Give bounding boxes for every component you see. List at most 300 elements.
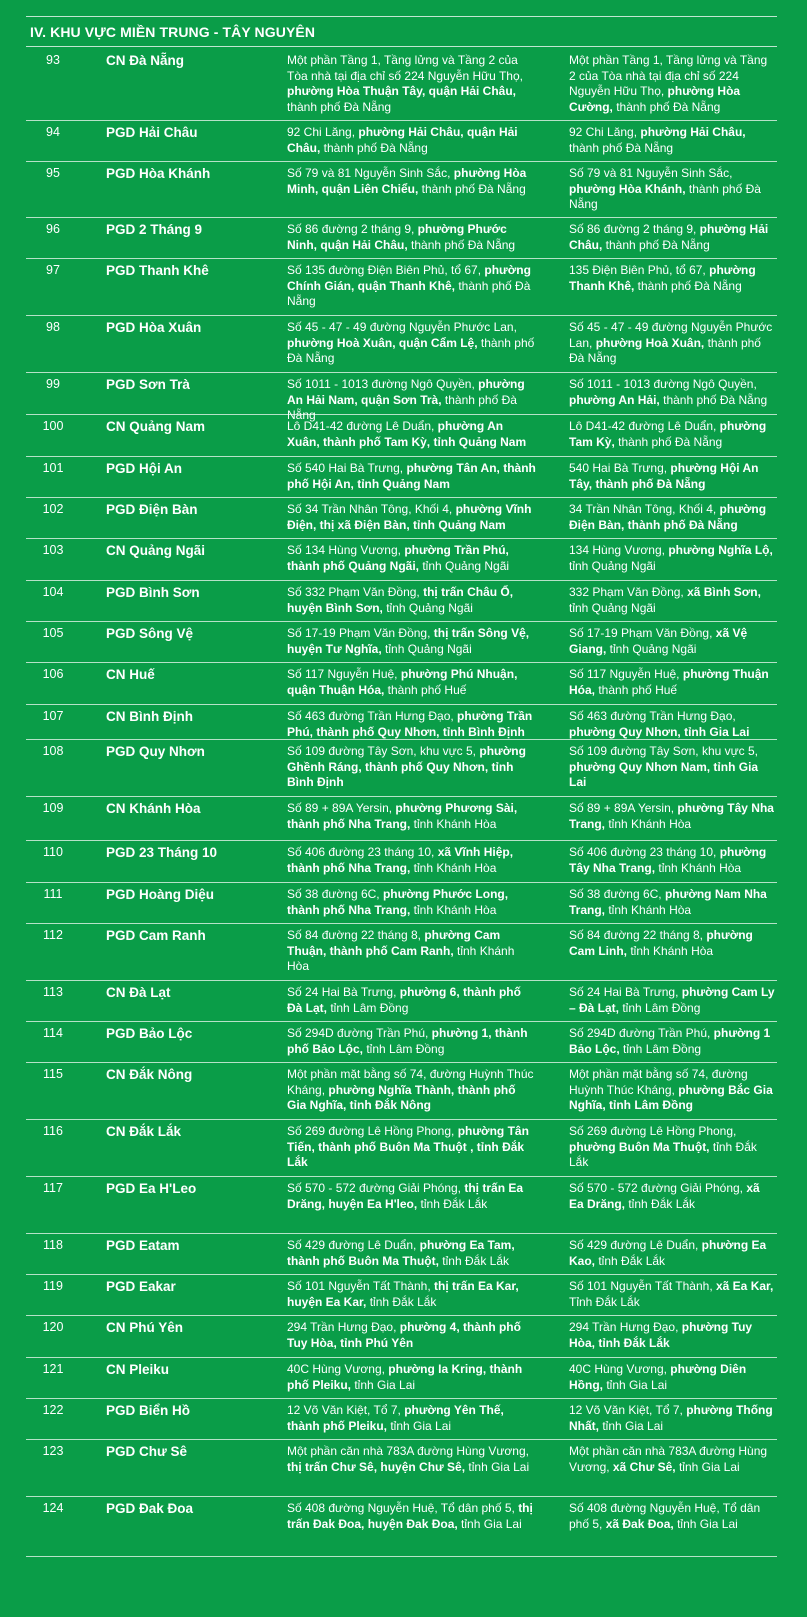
new-address <box>545 981 777 1021</box>
section-title: IV. KHU VỰC MIỀN TRUNG - TÂY NGUYÊN <box>30 24 316 40</box>
new-address <box>545 1063 777 1119</box>
row-number: 117 <box>43 1181 63 1195</box>
table-row <box>26 797 777 841</box>
new-address <box>545 663 777 704</box>
branch-name: PGD Cam Ranh <box>106 928 206 943</box>
row-number: 99 <box>46 377 60 391</box>
address-segment: Số 109 đường Tây Sơn, khu vực 5, <box>287 744 480 758</box>
address-segment: Số 570 - 572 đường Giải Phóng, <box>287 1181 465 1195</box>
new-address <box>545 1497 777 1556</box>
old-address <box>263 162 545 217</box>
address-segment: Số 269 đường Lê Hồng Phong, <box>287 1124 458 1138</box>
address-segment: thị trấn Ea Drăng, huyện Ea H'leo, <box>287 1181 524 1211</box>
address-segment: Số 269 đường Lê Hồng Phong, <box>569 1124 737 1138</box>
new-address <box>545 457 777 497</box>
address-segment: 135 Điện Biên Phủ, tổ 67, <box>569 263 710 277</box>
row-number: 115 <box>43 1067 63 1081</box>
address-segment: phường Ea Kao, <box>569 1238 767 1268</box>
old-address <box>263 1120 545 1176</box>
address-segment: phường Tây Nha Trang, <box>569 801 774 831</box>
address-segment: thành phố Đà Nẵng <box>407 237 516 252</box>
address-segment: Số 134 Hùng Vương, <box>287 543 405 557</box>
row-number: 109 <box>42 801 64 815</box>
table-row <box>26 581 777 622</box>
address-segment: thị trấn Sông Vệ, huyện Tư Nghĩa, <box>287 626 530 656</box>
old-address <box>263 883 545 923</box>
table-row <box>26 1275 777 1316</box>
table-row <box>26 218 777 259</box>
new-address <box>545 740 777 796</box>
row-number: 106 <box>42 667 64 681</box>
row-number: 108 <box>42 744 64 758</box>
address-segment: phường Hải Châu, <box>640 125 746 139</box>
address-segment: Số 570 - 572 đường Giải Phóng, <box>569 1181 747 1195</box>
address-segment: Số 429 đường Lê Duẩn, <box>287 1238 420 1252</box>
address-segment: phường An Hải Nam, quận Sơn Trà, <box>287 377 525 407</box>
new-address <box>545 924 777 980</box>
old-address <box>263 1399 545 1439</box>
branch-name: CN Phú Yên <box>106 1320 184 1335</box>
branch-name: CN Pleiku <box>106 1362 170 1377</box>
address-segment: phường An Hải, <box>569 392 660 407</box>
address-segment: 12 Võ Văn Kiệt, Tổ 7, <box>569 1403 687 1417</box>
new-address <box>545 498 777 538</box>
row-number: 104 <box>42 585 64 599</box>
address-segment: 12 Võ Văn Kiệt, Tổ 7, <box>287 1403 405 1417</box>
table-row <box>26 498 777 539</box>
new-address <box>545 841 777 882</box>
branch-name: PGD Đak Đoa <box>106 1501 194 1516</box>
address-segment: thành phố Huế <box>595 682 678 697</box>
branch-name: CN Đắk Lắk <box>106 1124 182 1139</box>
address-segment: Số 408 đường Nguyễn Huệ, Tổ dân phố 5, <box>569 1501 761 1531</box>
address-segment: tỉnh Quảng Ngãi <box>419 558 510 573</box>
old-address <box>263 622 545 662</box>
branch-name: PGD Hòa Xuân <box>106 320 202 335</box>
address-segment: tỉnh Đắk Lắk <box>569 1139 757 1169</box>
row-number: 124 <box>42 1501 64 1515</box>
address-segment: Số 463 đường Trần Hưng Đạo, <box>287 709 458 723</box>
address-segment: thành phố Đà Nẵng <box>287 335 535 365</box>
address-segment: thành phố Đà Nẵng <box>418 181 526 196</box>
address-segment: xã Ea Kar, <box>716 1279 774 1293</box>
address-segment: thành phố Đà Nẵng <box>612 99 721 114</box>
old-address <box>263 49 545 120</box>
address-segment: Số 406 đường 23 tháng 10, <box>287 845 438 859</box>
address-segment: Số 38 đường 6C, <box>287 887 383 901</box>
row-number: 120 <box>42 1320 64 1334</box>
address-segment: phường Vĩnh Điện, thị xã Điện Bàn, tỉnh Quảng Nam <box>287 502 532 532</box>
address-segment: phường Cam Linh, <box>569 928 753 958</box>
table-row <box>26 740 777 797</box>
table-row <box>26 259 777 316</box>
address-segment: phường Ghềnh Ráng, thành phố Quy Nhơn, tỉnh Bình Định <box>287 744 526 789</box>
row-number: 102 <box>42 502 64 516</box>
row-number: 98 <box>46 320 60 334</box>
address-segment: phường Hòa Khánh, <box>569 181 686 196</box>
branch-name: CN Quảng Nam <box>106 419 206 434</box>
address-segment: 332 Phạm Văn Đồng, <box>569 585 688 599</box>
old-address <box>263 539 545 580</box>
address-segment: tỉnh Gia Lai <box>457 1516 522 1531</box>
new-address <box>545 1234 777 1274</box>
address-segment: tỉnh Đắk Lắk <box>595 1253 666 1268</box>
address-segment: thị trấn Đak Đoa, huyện Đak Đoa, <box>287 1501 533 1531</box>
row-number: 118 <box>43 1238 63 1252</box>
table-row <box>26 622 777 663</box>
address-segment: Một phần căn nhà 783A đường Hùng Vương, <box>287 1444 529 1458</box>
address-segment: Số 294D đường Trần Phú, <box>569 1026 714 1040</box>
address-segment: Số 24 Hai Bà Trưng, <box>569 985 682 999</box>
address-segment: phường 1, thành phố Bảo Lộc, <box>287 1026 528 1056</box>
address-segment: tỉnh Lâm Đồng <box>363 1041 445 1056</box>
old-address <box>263 1275 545 1315</box>
old-address <box>263 1063 545 1119</box>
old-address <box>263 1177 545 1233</box>
address-segment: Số 79 và 81 Nguyễn Sinh Sắc, <box>287 166 454 180</box>
branch-name: PGD Điện Bàn <box>106 502 198 517</box>
address-segment: xã Đak Đoa, <box>605 1516 674 1531</box>
address-segment: phường Chính Gián, quận Thanh Khê, <box>287 263 531 293</box>
table-row <box>26 883 777 924</box>
address-segment: tỉnh Gia Lai <box>599 1418 664 1433</box>
address-segment: Số 86 đường 2 tháng 9, <box>569 222 700 236</box>
address-segment: thành phố Đà Nẵng <box>614 434 723 449</box>
old-address <box>263 259 545 315</box>
old-address <box>263 415 545 456</box>
address-segment: phường Trần Phú, thành phố Quy Nhơn, tỉnh Bình Định <box>287 709 533 739</box>
row-number: 119 <box>43 1279 63 1293</box>
old-address <box>263 581 545 621</box>
address-segment: tỉnh Quảng Ngãi <box>381 641 472 656</box>
address-segment: Số 45 - 47 - 49 đường Nguyễn Phước Lan, <box>569 320 773 350</box>
old-address <box>263 797 545 840</box>
address-segment: tỉnh Đắk Lắk <box>366 1294 437 1309</box>
address-segment: Số 463 đường Trần Hưng Đạo, <box>569 709 736 723</box>
branch-name: PGD Chư Sê <box>106 1444 188 1459</box>
address-segment: Một phần mặt bằng số 74, đường Huỳnh Thúc Kháng, <box>287 1067 534 1097</box>
table-row <box>26 415 777 457</box>
table-row <box>26 373 777 422</box>
address-segment: phường Buôn Ma Thuột, <box>569 1139 710 1154</box>
address-segment: Số 17-19 Phạm Văn Đồng, <box>569 626 716 640</box>
branch-name: CN Đắk Nông <box>106 1067 193 1082</box>
address-segment: 92 Chi Lăng, <box>569 125 641 139</box>
address-segment: thị trấn Chư Sê, huyện Chư Sê, <box>287 1459 466 1474</box>
address-segment: phường Hòa Cường, <box>569 84 741 114</box>
address-segment: phường Ia Kring, thành phố Pleiku, <box>287 1362 523 1392</box>
address-segment: Số 332 Phạm Văn Đồng, <box>287 585 424 599</box>
address-segment: phường Phước Ninh, quận Hải Châu, <box>287 222 507 252</box>
address-segment: phường Tân An, thành phố Hội An, tỉnh Quảng Nam <box>287 461 536 491</box>
address-segment: Số 540 Hai Bà Trưng, <box>287 461 407 475</box>
row-number: 116 <box>43 1124 63 1138</box>
old-address <box>263 924 545 980</box>
old-address <box>263 740 545 796</box>
branch-name: PGD Thanh Khê <box>106 263 209 278</box>
table-row <box>26 1177 777 1234</box>
address-segment: Số 406 đường 23 tháng 10, <box>569 845 720 859</box>
table-row <box>26 663 777 705</box>
address-segment: thành phố Đà Nẵng <box>287 392 517 422</box>
address-segment: thành phố Đà Nẵng <box>659 392 768 407</box>
address-segment: phường Cam Ly – Đà Lạt, <box>569 985 775 1015</box>
table-row <box>26 981 777 1022</box>
old-address <box>263 1440 545 1496</box>
address-segment: thành phố Đà Nẵng <box>602 237 710 252</box>
row-number: 122 <box>42 1403 64 1417</box>
address-segment: tỉnh Đắk Lắk <box>417 1196 488 1211</box>
address-segment: phường Thuận Hóa, <box>569 667 769 697</box>
address-segment: thị trấn Châu Ổ, huyện Bình Sơn, <box>287 585 514 615</box>
branch-name: PGD 2 Tháng 9 <box>106 222 203 237</box>
address-segment: thành phố Đà Nẵng <box>634 278 742 293</box>
address-segment: phường An Xuân, thành phố Tam Kỳ, tỉnh Quảng Nam <box>287 419 527 449</box>
branch-name: PGD Bình Sơn <box>106 585 200 600</box>
address-segment: tỉnh Khánh Hòa <box>410 902 497 917</box>
address-segment: tỉnh Quảng Ngãi <box>382 600 473 615</box>
address-segment: tỉnh Quảng Ngãi <box>606 641 697 656</box>
address-segment: Số 84 đường 22 tháng 8, <box>569 928 707 942</box>
address-segment: phường Điện Bàn, thành phố Đà Nẵng <box>569 502 767 532</box>
address-segment: Một phần Tầng 1, Tầng lửng và Tầng 2 của Tòa nhà tại địa chỉ số 224 Nguyễn Hữu Thọ, <box>569 53 768 98</box>
old-address <box>263 498 545 538</box>
address-segment: phường Nghĩa Lộ, <box>668 543 773 557</box>
address-segment: phường Trần Phú, thành phố Quảng Ngãi, <box>287 543 509 573</box>
branch-name: CN Đà Nẵng <box>106 53 185 68</box>
new-address <box>545 218 777 258</box>
address-segment: tỉnh Lâm Đồng <box>619 1000 701 1015</box>
old-address <box>263 981 545 1021</box>
table-row <box>26 121 777 162</box>
address-segment: xã Vệ Giang, <box>569 626 748 656</box>
table-row <box>26 316 777 373</box>
table-row <box>26 1440 777 1497</box>
row-number: 94 <box>46 125 60 139</box>
old-address <box>263 1234 545 1274</box>
address-segment: phường Bắc Gia Nghĩa, tỉnh Lâm Đồng <box>569 1082 773 1112</box>
old-address <box>263 705 545 740</box>
old-address <box>263 121 545 161</box>
address-segment: phường Quy Nhơn Nam, tỉnh Gia Lai <box>569 759 759 789</box>
address-segment: Số 109 đường Tây Sơn, khu vực 5, <box>569 744 759 758</box>
new-address <box>545 1399 777 1439</box>
old-address <box>263 1316 545 1357</box>
address-segment: tỉnh Gia Lai <box>465 1459 530 1474</box>
address-segment: phường Phú Nhuận, quận Thuận Hóa, <box>287 667 518 697</box>
address-segment: phường Hòa Thuận Tây, quận Hải Châu, <box>287 84 517 98</box>
row-number: 101 <box>42 461 64 475</box>
address-segment: tỉnh Gia Lai <box>673 1516 738 1531</box>
row-number: 113 <box>43 985 63 999</box>
address-segment: tỉnh Quảng Ngãi <box>569 558 656 573</box>
address-segment: Số 117 Nguyễn Huệ, <box>569 667 683 681</box>
new-address <box>545 259 777 315</box>
address-segment: phường 6, thành phố Đà Lạt, <box>287 985 521 1015</box>
new-address <box>545 1022 777 1062</box>
table-row <box>26 1358 777 1399</box>
address-segment: phường Thống Nhất, <box>569 1403 773 1433</box>
table-row <box>26 1497 777 1557</box>
address-segment: Số 101 Nguyễn Tất Thành, <box>569 1279 716 1293</box>
row-number: 105 <box>42 626 64 640</box>
row-number: 112 <box>43 928 63 942</box>
row-number: 103 <box>42 543 64 557</box>
address-segment: 294 Trần Hưng Đạo, <box>569 1320 682 1334</box>
address-segment: phường Thanh Khê, <box>569 263 756 293</box>
address-segment: Số 408 đường Nguyễn Huệ, Tổ dân phố 5, <box>287 1501 519 1515</box>
address-segment: Lô D41-42 đường Lê Duẩn, <box>287 419 438 433</box>
address-segment: phường 1 Bảo Lộc, <box>569 1026 771 1056</box>
table-row <box>26 1063 777 1120</box>
address-segment: phường Nghĩa Thành, thành phố Gia Nghĩa, tỉnh Đắk Nông <box>287 1082 516 1112</box>
address-segment: Số 79 và 81 Nguyễn Sinh Sắc, <box>569 166 733 180</box>
address-segment: Số 84 đường 22 tháng 8, <box>287 928 425 942</box>
address-segment: phường Tân Tiến, thành phố Buôn Ma Thuột , tỉnh Đắk Lắk <box>287 1124 529 1169</box>
new-address <box>545 162 777 217</box>
branch-name: PGD Bảo Lộc <box>106 1026 193 1041</box>
address-segment: thành phố Đà Nẵng <box>569 140 674 155</box>
address-segment: tỉnh Khánh Hòa <box>655 860 742 875</box>
address-segment: tỉnh Quảng Ngãi <box>569 600 656 615</box>
new-address <box>545 797 777 840</box>
address-segment: thành phố Đà Nẵng <box>320 140 428 155</box>
address-segment: Lô D41-42 đường Lê Duẩn, <box>569 419 720 433</box>
new-address <box>545 622 777 662</box>
table-row <box>26 705 777 740</box>
table-row <box>26 1234 777 1275</box>
address-segment: Số 45 - 47 - 49 đường Nguyễn Phước Lan, <box>287 320 517 334</box>
old-address <box>263 218 545 258</box>
table-row <box>26 1399 777 1440</box>
address-segment: thành phố Đà Nẵng <box>569 181 761 211</box>
branch-name: PGD Eakar <box>106 1279 176 1294</box>
address-segment: phường Hòa Minh, quận Liên Chiểu, <box>287 166 527 196</box>
address-segment: Số 1011 - 1013 đường Ngô Quyền, <box>287 377 479 391</box>
address-segment: 540 Hai Bà Trưng, <box>569 461 671 475</box>
address-segment: phường Hải Châu, <box>569 222 769 252</box>
new-address <box>545 581 777 621</box>
address-segment: phường Tuy Hòa, tỉnh Đắk Lắk <box>569 1320 753 1350</box>
address-segment: tỉnh Đắk Lắk <box>625 1196 696 1211</box>
address-segment: tỉnh Khánh Hòa <box>287 943 515 973</box>
new-address <box>545 883 777 923</box>
address-segment: xã Vĩnh Hiệp, thành phố Nha Trang, <box>287 845 514 875</box>
row-number: 110 <box>43 845 63 859</box>
branch-name: PGD 23 Tháng 10 <box>106 845 218 860</box>
address-segment: Số 24 Hai Bà Trưng, <box>287 985 400 999</box>
top-divider <box>26 16 777 17</box>
row-number: 111 <box>43 887 63 901</box>
address-segment: phường Hội An Tây, thành phố Đà Nẵng <box>569 461 759 491</box>
address-segment: thành phố Đà Nẵng <box>569 335 761 365</box>
address-segment: tỉnh Gia Lai <box>387 1418 452 1433</box>
branch-name: PGD Hoàng Diệu <box>106 887 215 902</box>
table-row <box>26 539 777 581</box>
address-segment: 40C Hùng Vương, <box>569 1362 671 1376</box>
new-address <box>545 49 777 120</box>
address-segment: phường Phương Sài, thành phố Nha Trang, <box>287 801 518 831</box>
new-address <box>545 121 777 161</box>
address-segment: tỉnh Khánh Hòa <box>410 860 497 875</box>
address-segment: 294 Trần Hưng Đạo, <box>287 1320 400 1334</box>
old-address <box>263 1497 545 1556</box>
branch-name: PGD Hải Châu <box>106 125 198 140</box>
table-row <box>26 162 777 218</box>
new-address <box>545 1120 777 1176</box>
row-number: 123 <box>42 1444 64 1458</box>
address-segment: phường Hải Châu, quận Hải Châu, <box>287 125 518 155</box>
address-segment: phường Tây Nha Trang, <box>569 845 767 875</box>
row-number: 100 <box>42 419 64 433</box>
address-segment: 40C Hùng Vương, <box>287 1362 389 1376</box>
address-segment: tỉnh Đắk Lắk <box>438 1253 510 1268</box>
address-segment: 134 Hùng Vương, <box>569 543 669 557</box>
old-address <box>263 1358 545 1398</box>
header-divider <box>26 46 777 47</box>
address-segment: Số 429 đường Lê Duẩn, <box>569 1238 702 1252</box>
address-segment: 92 Chi Lăng, <box>287 125 359 139</box>
address-segment: thành phố Đà Nẵng <box>287 99 392 114</box>
table-row <box>26 924 777 981</box>
address-segment: Một phần mặt bằng số 74, đường Huỳnh Thúc Kháng, <box>569 1067 748 1097</box>
address-segment: xã Ea Drăng, <box>569 1181 760 1211</box>
address-segment: xã Bình Sơn, <box>687 585 761 599</box>
branch-name: CN Đà Lạt <box>106 985 171 1000</box>
table-row <box>26 1316 777 1358</box>
new-address <box>545 539 777 580</box>
row-number: 96 <box>46 222 60 236</box>
row-number: 97 <box>46 263 60 277</box>
table-row <box>26 1022 777 1063</box>
address-segment: Số 1011 - 1013 đường Ngô Quyền, <box>569 377 757 391</box>
branch-name: CN Khánh Hòa <box>106 801 201 816</box>
address-segment: tỉnh Khánh Hòa <box>605 816 692 831</box>
address-segment: tỉnh Khánh Hòa <box>410 816 497 831</box>
branch-table <box>26 49 777 1557</box>
row-number: 114 <box>43 1026 63 1040</box>
address-segment: phường Diên Hồng, <box>569 1362 747 1392</box>
new-address <box>545 1316 777 1357</box>
old-address <box>263 841 545 882</box>
branch-name: PGD Sơn Trà <box>106 377 190 392</box>
address-segment: phường Hoà Xuân, quận Cẩm Lệ, <box>287 335 478 350</box>
address-segment: phường Nam Nha Trang, <box>569 887 767 917</box>
address-segment: Số 294D đường Trần Phú, <box>287 1026 432 1040</box>
old-address <box>263 457 545 497</box>
branch-name: PGD Biển Hồ <box>106 1403 191 1418</box>
address-segment: Số 86 đường 2 tháng 9, <box>287 222 418 236</box>
address-segment: Số 117 Nguyễn Huệ, <box>287 667 401 681</box>
address-segment: thị trấn Ea Kar, huyện Ea Kar, <box>287 1279 519 1309</box>
address-segment: phường Quy Nhơn, tỉnh Gia Lai <box>569 724 750 739</box>
branch-name: PGD Hòa Khánh <box>106 166 211 181</box>
row-number: 93 <box>46 53 60 67</box>
row-number: 107 <box>42 709 64 723</box>
address-segment: tỉnh Lâm Đồng <box>327 1000 409 1015</box>
address-segment: Số 34 Trần Nhân Tông, Khối 4, <box>287 502 456 516</box>
address-segment: tỉnh Gia Lai <box>675 1459 740 1474</box>
address-segment: Số 17-19 Phạm Văn Đồng, <box>287 626 434 640</box>
address-segment: phường Phước Long, thành phố Nha Trang, <box>287 887 509 917</box>
branch-name: PGD Ea H'Leo <box>106 1181 197 1196</box>
address-segment: Tỉnh Đắk Lắk <box>569 1294 640 1309</box>
address-segment: phường 4, thành phố Tuy Hòa, tỉnh Phú Yên <box>287 1320 521 1350</box>
new-address <box>545 415 777 456</box>
branch-name: CN Bình Định <box>106 709 193 724</box>
address-segment: phường Hoà Xuân, <box>595 335 705 350</box>
branch-name: PGD Hội An <box>106 461 182 476</box>
